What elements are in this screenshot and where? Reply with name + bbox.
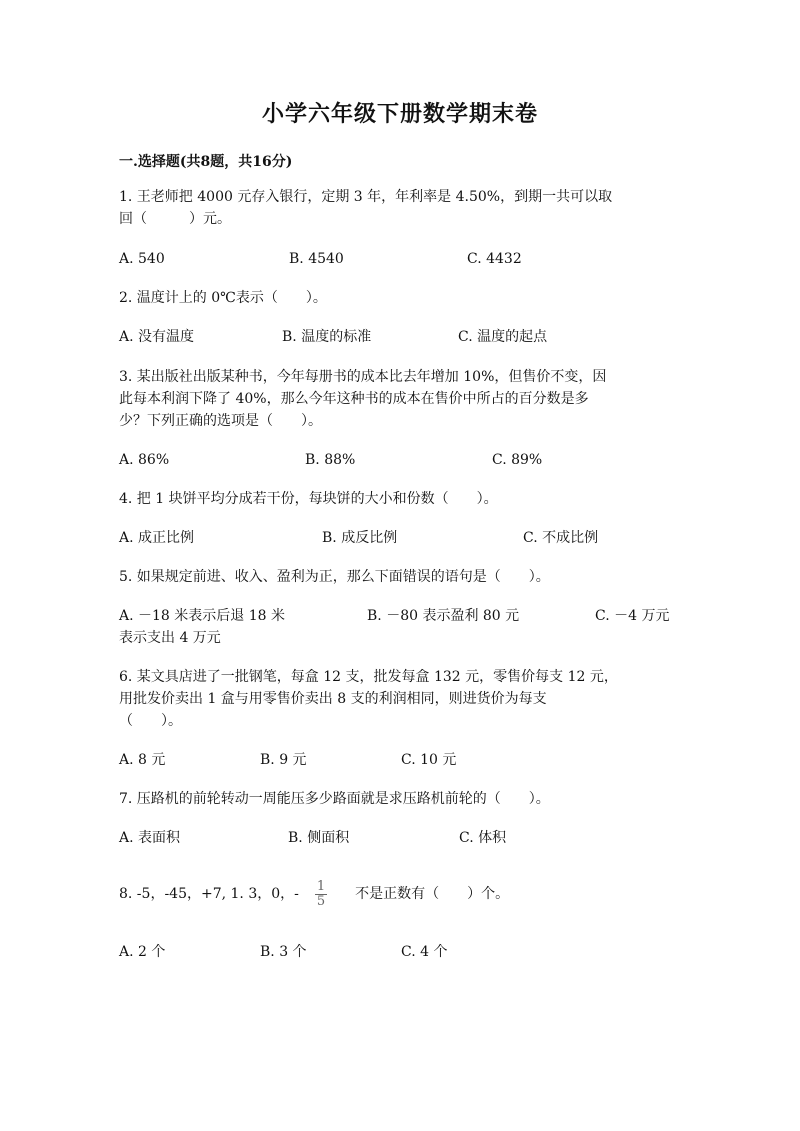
option-b[interactable]: B. 侧面积 [288,830,350,846]
option-a[interactable]: A. 成正比例 [119,530,195,546]
fraction-one-fifth [315,880,327,909]
question-8 [119,876,679,912]
option-a[interactable]: A. －18 米表示后退 18 米 [119,608,285,624]
option-a[interactable]: A. 86% [119,452,170,468]
question-text-line: 4. 把 1 块饼平均分成若干份，每块饼的大小和份数（ ）。 [119,491,498,507]
option-b[interactable]: B. 9 元 [260,752,307,768]
page-title: 小学六年级下册数学期末卷 [261,101,538,127]
question-4 [119,488,679,510]
option-c[interactable]: C. 体积 [459,830,507,846]
option-c[interactable]: C. 4432 [467,251,522,267]
option-c-continued: 表示支出 4 万元 [119,630,221,646]
option-b[interactable]: B. 温度的标准 [282,329,372,345]
option-a[interactable]: A. 2 个 [119,944,166,960]
question-text-line: 少？下列正确的选项是（ ）。 [119,413,322,429]
section-heading: 一.选择题(共8题，共16分) [119,154,293,170]
question-7 [119,788,679,810]
option-a[interactable]: A. 8 元 [119,752,166,768]
question-text-line: 回（ ）元。 [119,211,231,227]
question-text-line: 此每本利润下降了 40%，那么今年这种书的成本在售价中所占的百分数是多 [119,391,589,407]
option-b[interactable]: B. 88% [305,452,356,468]
question-text-line: （ ）。 [119,713,182,729]
fraction-denominator: 5 [316,893,326,909]
option-a[interactable]: A. 540 [119,251,165,267]
question-text-line: 3. 某出版社出版某种书，今年每册书的成本比去年增加 10%，但售价不变，因 [119,369,607,385]
question-text-line: 1. 王老师把 4000 元存入银行，定期 3 年，年利率是 4.50%，到期一共可以取 [119,189,613,205]
option-c[interactable]: C. 不成比例 [523,530,599,546]
option-c[interactable]: C. 89% [492,452,543,468]
question-text-line: 2. 温度计上的 0℃表示（ ）。 [119,290,327,306]
question-text-line: 6. 某文具店进了一批钢笔，每盒 12 支，批发每盒 132 元，零售价每支 12 元， [119,669,618,685]
option-b[interactable]: B. 4540 [289,251,344,267]
question-2 [119,287,679,309]
option-a[interactable]: A. 表面积 [119,830,181,846]
option-c[interactable]: C. 10 元 [401,752,457,768]
option-b[interactable]: B. －80 表示盈利 80 元 [367,608,520,624]
question-text-prefix: 8. -5，-45，+7, 1. 3，0，- [119,886,299,902]
question-1 [119,186,679,230]
question-text-suffix: 不是正数有（ ）个。 [355,886,510,902]
question-text-line: 用批发价卖出 1 盒与用零售价卖出 8 支的利润相同，则进货价为每支 [119,691,547,707]
question-text-line: 7. 压路机的前轮转动一周能压多少路面就是求压路机前轮的（ ）。 [119,791,550,807]
option-c[interactable]: C. 温度的起点 [458,329,548,345]
option-c[interactable]: C. 4 个 [401,944,448,960]
fraction-numerator: 1 [316,878,326,894]
option-c[interactable]: C. －4 万元 [595,608,670,624]
option-a[interactable]: A. 没有温度 [119,329,195,345]
option-b[interactable]: B. 3 个 [260,944,307,960]
question-3 [119,366,679,432]
option-b[interactable]: B. 成反比例 [322,530,398,546]
question-6 [119,666,679,732]
question-text-line: 5. 如果规定前进、收入、盈利为正，那么下面错误的语句是（ ）。 [119,569,550,585]
question-5 [119,566,679,588]
